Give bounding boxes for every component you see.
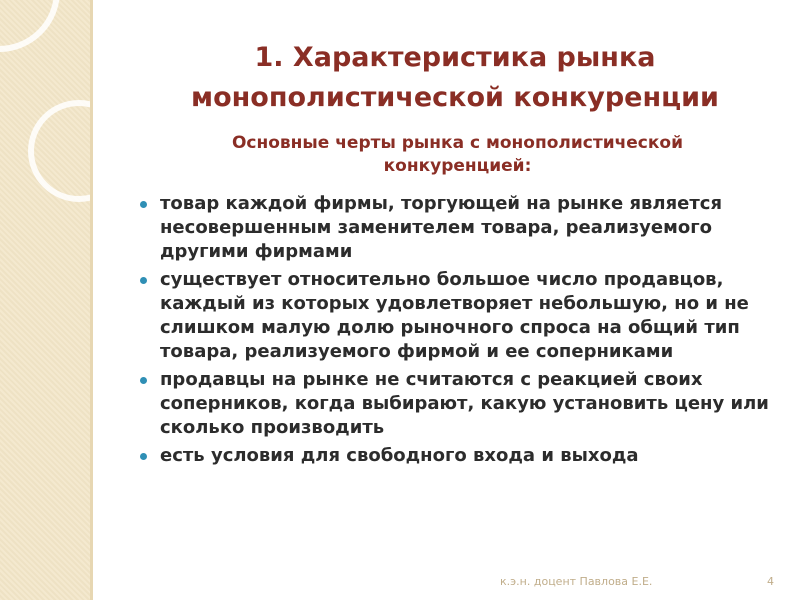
subtitle-line-1: Основные черты рынка с монополистической	[231, 133, 684, 153]
title-line-2: монополистической конкуренции	[191, 82, 719, 113]
footer-author: к.э.н. доцент Павлова Е.Е.	[500, 575, 653, 588]
bullet-dot-icon	[140, 201, 147, 208]
bullet-item	[140, 368, 780, 440]
page-number: 4	[767, 575, 774, 588]
bullet-text: товар каждой фирмы, торгующей на рынке является несовершенным заменителем товара, реализуемого другими фирмами	[160, 193, 722, 262]
subtitle-line-2: конкуренцией:	[383, 156, 532, 176]
bullet-dot-icon	[140, 377, 147, 384]
slide-subtitle	[115, 132, 800, 178]
bullet-item	[140, 268, 780, 364]
title-line-1: 1. Характеристика рынка	[254, 42, 656, 73]
bullet-text: существует относительно большое число продавцов, каждый из которых удовлетворяет небольшую, но и не слишком малую долю рыночного спроса на общий тип товара, реализуемого фирмой и ее соперниками	[160, 269, 749, 362]
decorative-side-band	[0, 0, 90, 600]
bullet-text: есть условия для свободного входа и выхода	[160, 445, 639, 466]
bullet-text: продавцы на рынке не считаются с реакцией своих соперников, когда выбирают, какую установить цену или сколько производить	[160, 369, 769, 438]
bullet-item	[140, 192, 780, 264]
bullet-list	[140, 192, 780, 472]
decorative-ring	[28, 100, 90, 202]
side-band-edge	[90, 0, 93, 600]
slide-title	[110, 38, 800, 118]
bullet-item	[140, 444, 780, 468]
bullet-dot-icon	[140, 453, 147, 460]
decorative-ring	[0, 0, 60, 52]
bullet-dot-icon	[140, 277, 147, 284]
